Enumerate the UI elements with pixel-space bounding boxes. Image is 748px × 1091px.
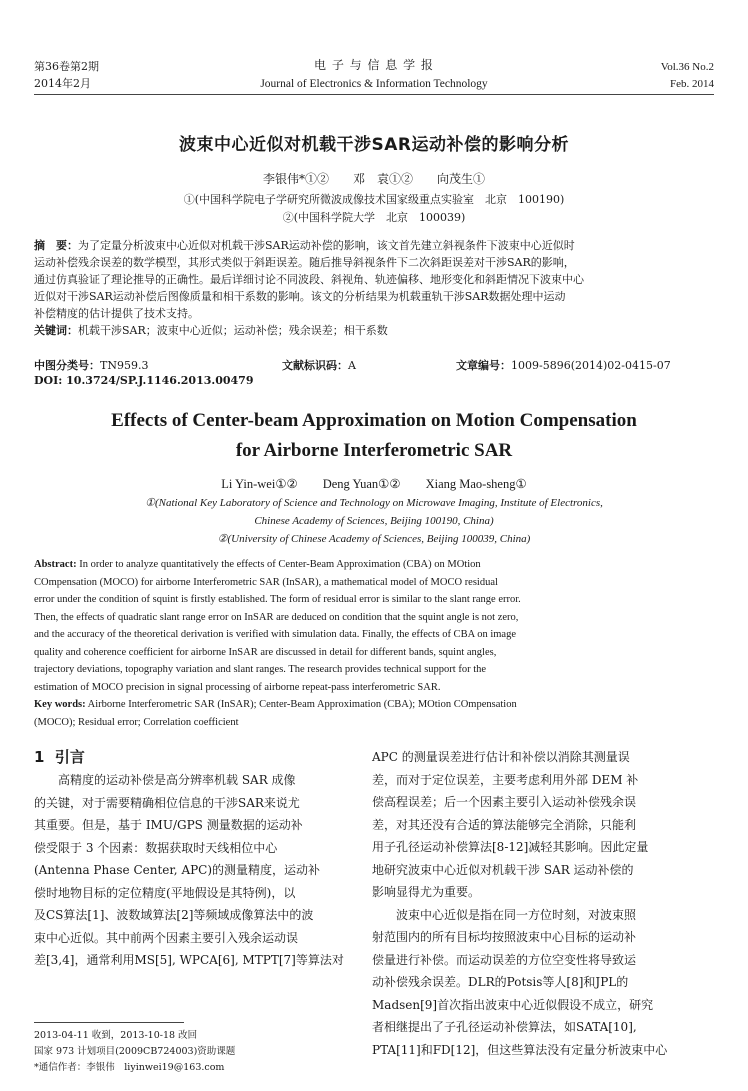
paper-title-en-line2: for Airborne Interferometric SAR xyxy=(235,440,513,461)
body-line: APC 的测量误差进行估计和补偿以消除其测量误 xyxy=(372,750,630,764)
keywords-label-cn: 关键词： xyxy=(34,324,78,337)
abstract-cn xyxy=(34,237,684,339)
authors-en: Li Yin-wei①② Deng Yuan①② Xiang Mao-sheng① xyxy=(221,477,527,491)
body-line: 的关键，对于需要精确相位信息的干涉SAR来说尤 xyxy=(34,795,300,810)
body-line: 差，而对于定位误差，主要考虑利用外部 DEM 补 xyxy=(372,772,639,787)
journal-name-cn: 电 子 与 信 息 学 报 xyxy=(314,58,434,72)
paper-title-cn: 波束中心近似对机载干涉SAR运动补偿的影响分析 xyxy=(179,135,569,155)
body-line: 偿时地物目标的定位精度(平地假设是其特例)，以 xyxy=(34,885,296,900)
keywords-en-cont: (MOCO); Residual error; Correlation coefficient xyxy=(34,716,239,728)
abstract-en-line: quality and coherence coefficient for airborne InSAR are discussed in detail for different bands, squint angles, xyxy=(34,646,497,658)
abstract-en-line: trajectory deviations, topography variation and slant ranges. The research provides technical support for the xyxy=(34,664,487,675)
abstract-label-cn: 摘 要： xyxy=(34,239,78,252)
volume-issue-en: Vol.36 No.2 xyxy=(660,61,714,73)
abstract-en-line: COmpensation (MOCO) for airborne Interferometric SAR (InSAR), a mathematical model of MOCO residual xyxy=(34,576,498,588)
keywords-en: Airborne Interferometric SAR (InSAR); Center-Beam Approximation (CBA); MOtion COmpensation xyxy=(87,699,517,710)
affiliation-en-1: ①(National Key Laboratory of Science and Technology on Microwave Imaging, Institute of Electronics, xyxy=(145,497,603,509)
body-line: 波束中心近似是指在同一方位时刻，对波束照 xyxy=(372,907,637,922)
body-line: 用子孔径运动补偿算法[8-12]减轻其影响。因此定量 xyxy=(372,840,649,854)
body-line: 其重要。但是，基于 IMU/GPS 测量数据的运动补 xyxy=(34,818,303,832)
footnote-corresponding: *通信作者：李银伟 liyinwei19@163.com xyxy=(34,1062,225,1073)
affiliation-cn-1: ①(中国科学院电子学研究所微波成像技术国家级重点实验室 北京 100190) xyxy=(183,193,565,206)
abstract-cn-line: 补偿精度的估计提供了技术支持。 xyxy=(34,307,199,320)
affiliation-en-2: ②(University of Chinese Academy of Sciences, Beijing 100039, China) xyxy=(217,533,531,545)
body-line: 及CS算法[1]、波数域算法[2]等频域成像算法中的波 xyxy=(34,908,314,922)
body-line: 偿受限于 3 个因素：数据获取时天线相位中心 xyxy=(34,840,278,855)
volume-issue-cn: 第36卷第2期 xyxy=(34,60,99,73)
clc-number: 中图分类号：TN959.3 xyxy=(34,359,149,372)
abstract-cn-line: 近似对干涉SAR运动补偿后图像质量和相干系数的影响。该文的分析结果为机载重轨干涉SAR数据处理中运动 xyxy=(34,290,566,303)
section-heading xyxy=(34,746,85,767)
article-number: 文章编号：1009-5896(2014)02-0415-07 xyxy=(456,359,671,372)
footnote-received: 2013-04-11 收到，2013-10-18 改回 xyxy=(34,1030,198,1041)
body-line: 偿高程误差；后一个因素主要引入运动补偿残余误 xyxy=(372,795,637,809)
abstract-cn-line: 为了定量分析波束中心近似对机载干涉SAR运动补偿的影响，该文首先建立斜视条件下波束中心近似时 xyxy=(78,239,575,252)
body-line: 射范围内的所有目标均按照波束中心目标的运动补 xyxy=(372,930,637,944)
abstract-en-line: In order to analyze quantitatively the effects of Center-Beam Approximation (CBA) on MOtion xyxy=(79,559,481,570)
body-right-column xyxy=(372,746,702,1061)
body-line: 者相继提出了子孔径运动补偿算法，如SATA[10], xyxy=(372,1020,637,1034)
body-line: 动补偿残余误差。DLR的Potsis等人[8]和JPL的 xyxy=(372,975,629,989)
body-line: 束中心近似。其中前两个因素主要引入残余运动误 xyxy=(34,930,299,945)
section-number: 1 xyxy=(34,748,45,766)
affiliation-en-1b: Chinese Academy of Sciences, Beijing 100190, China) xyxy=(254,515,494,527)
abstract-en xyxy=(34,556,684,731)
document-code: 文献标识码：A xyxy=(282,359,356,372)
body-left-column xyxy=(34,769,364,972)
header-rule xyxy=(34,94,714,95)
keywords-label-en: Key words: xyxy=(34,699,86,710)
doi: DOI: 10.3724/SP.J.1146.2013.00479 xyxy=(34,374,254,387)
body-line: 影响显得尤为重要。 xyxy=(372,885,481,899)
abstract-cn-line: 通过仿真验证了理论推导的正确性。最后详细讨论不同波段、斜视角、轨迹偏移、地形变化和斜距情况下波束中心 xyxy=(34,273,584,286)
body-line: 高精度的运动补偿是高分辨率机载 SAR 成像 xyxy=(34,773,296,787)
keywords-cn: 机载干涉SAR；波束中心近似；运动补偿；残余误差；相干系数 xyxy=(78,324,388,337)
body-line: 地研究波束中心近似对机载干涉 SAR 运动补偿的 xyxy=(372,862,634,877)
abstract-en-line: estimation of MOCO precision in signal processing of airborne repeat-pass interferometric SAR. xyxy=(34,681,441,693)
abstract-en-line: and the accuracy of the theoretical derivation is verified with simulation data. Finally, the effects of CBA on image xyxy=(34,629,516,640)
abstract-label-en: Abstract: xyxy=(34,559,77,570)
journal-name-en: Journal of Electronics & Information Technology xyxy=(260,78,488,90)
paper-title-en-line1: Effects of Center-beam Approximation on Motion Compensation xyxy=(111,410,637,431)
footnote-fund: 国家 973 计划项目(2009CB724003)资助课题 xyxy=(34,1046,236,1057)
body-line: PTA[11]和FD[12]，但这些算法没有定量分析波束中心 xyxy=(372,1042,668,1057)
authors-cn: 李银伟*①② 邓 袁①② 向茂生① xyxy=(262,172,485,186)
abstract-cn-line: 运动补偿残余误差的数学模型，其形式类似于斜距误差。随后推导斜视条件下二次斜距误差对干涉SAR的影响， xyxy=(34,256,575,269)
body-line: 差，对其还没有合适的算法能够完全消除，只能利 xyxy=(372,817,637,832)
section-title: 引言 xyxy=(54,748,85,766)
abstract-en-line: error under the condition of squint is firstly established. The form of residual error is similar to the slant range error. xyxy=(34,594,521,605)
body-line: (Antenna Phase Center, APC)的测量精度，运动补 xyxy=(34,863,321,877)
affiliation-cn-2: ②(中国科学院大学 北京 100039) xyxy=(282,211,466,224)
abstract-en-line: Then, the effects of quadratic slant range error on InSAR are deduced on condition that the squint angle is not zero, xyxy=(34,611,519,623)
body-line: Madsen[9]首次指出波束中心近似假设不成立，研究 xyxy=(372,997,654,1012)
body-line: 差[3,4]，通常利用MS[5], WPCA[6], MTPT[7]等算法对 xyxy=(34,953,344,967)
footnote-rule xyxy=(34,1022,184,1023)
date-en: Feb. 2014 xyxy=(670,78,714,90)
date-cn: 2014年2月 xyxy=(34,77,91,90)
body-line: 偿量进行补偿。而运动误差的方位空变性将导致运 xyxy=(372,952,637,967)
